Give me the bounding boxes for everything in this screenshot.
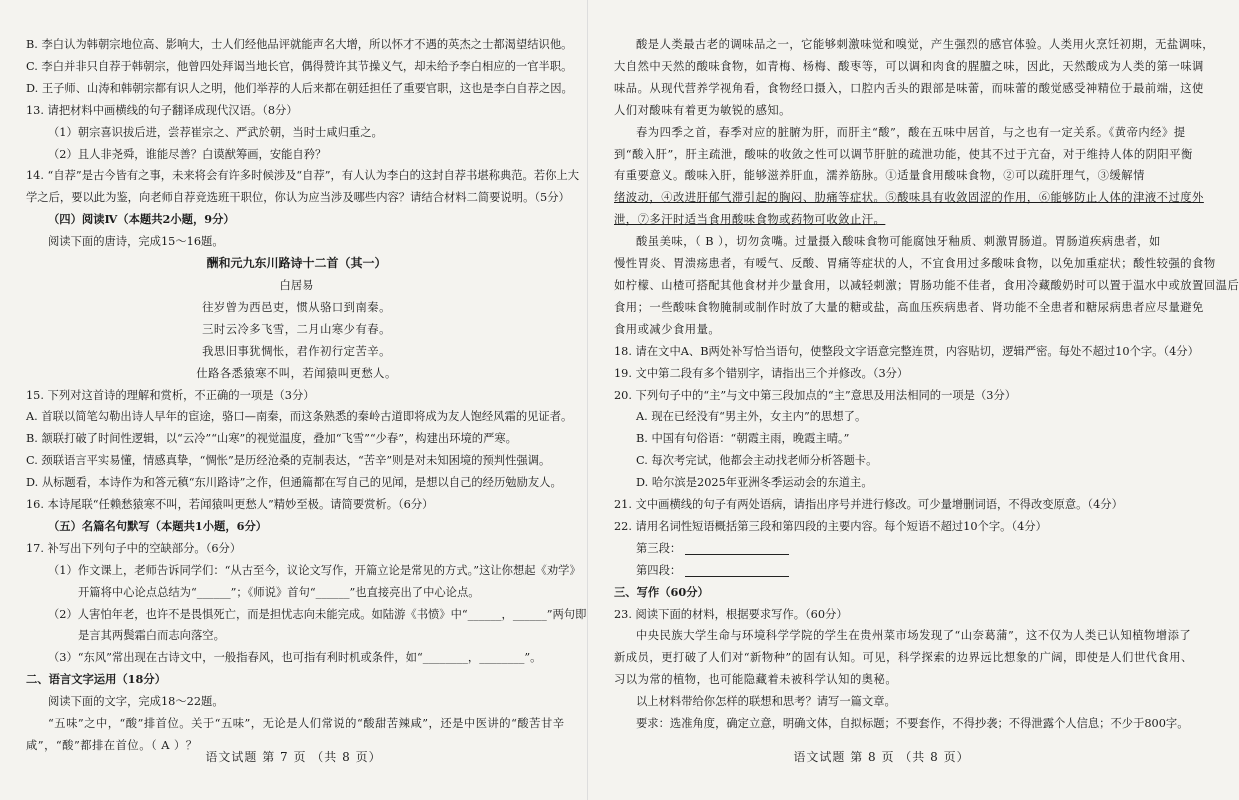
page-7 [0,0,588,800]
answer-line-paragraph-4 [614,560,1153,582]
text-line: B. 李白认为韩朝宗地位高、影响大，士人们经他品评就能声名大增，所以怀才不遇的英杰之士都渴望结识他。 [26,38,573,51]
question-13: 13. 请把材料中画横线的句子翻译成现代汉语。（8分） [26,103,298,117]
question-22: 22. 请用名词性短语概括第三段和第四段的主要内容。每个短语不超过10个字。（4分） [614,519,1047,533]
poem-line: 三时云冷多飞雪，二月山寒少有春。 [202,322,391,336]
poem-line: 我思旧事犹惆怅，君作初行定苦辛。 [202,344,391,358]
section-heading: 二、语言文字运用（18分） [26,672,166,687]
question-23: 23. 阅读下面的材料，根据要求写作。（60分） [614,607,848,621]
text-line: 食用或减少食用量。 [614,322,721,336]
answer-label: 第三段： [636,541,682,555]
poem-title: 酬和元九东川路诗十二首（其一） [206,256,387,271]
text-line: 慢性胃炎、胃溃疡患者，有嗳气、反酸、胃痛等症状的人，不宜食用过多酸味食物，以免加重症状；酸性较强的食物 [614,257,1216,271]
option-d: D. 从标题看，本诗作为和答元稹“东川路诗”之作，但通篇都在写自己的见闻，是想以自己的经历勉励友人。 [26,476,562,490]
option-d: D. 哈尔滨是2025年亚洲冬季运动会的东道主。 [636,476,873,490]
question-17: 17. 补写出下列句子中的空缺部分。（6分） [26,541,242,555]
answer-blank [685,542,789,555]
section-heading: （五）名篇名句默写（本题共1小题，6分） [48,518,268,533]
underlined-sentence: 绪波动，④改进肝郁气滞引起的胸闷、肋痛等症状。⑤酸味具有收敛固涩的作用，⑥能够防止人体的津液不过度外 [614,191,1204,205]
answer-label: 第四段： [636,563,682,577]
text-line: C. 李白并非只自荐于韩朝宗，他曾四处拜谒当地长官，偶得赞许其节操义气，却未给予李白相应的一官半职。 [26,59,573,73]
answer-blank [685,564,789,577]
page-8 [588,0,1239,800]
text-line: 学之后，要以此为鉴，向老师自荐竞选班干职位，你认为应当涉及哪些内容？请结合材料二简要说明。（5分） [26,191,570,205]
text-line: 春为四季之首，春季对应的脏腑为肝，而肝主“酸”，酸在五味中居首，与之也有一定关系。《黄帝内经》提 [636,125,1186,139]
text-line: 到“酸入肝”，肝主疏泄，酸味的收敛之性可以调节肝脏的疏泄功能，使其不过于亢奋，对于维持人体的阴阳平衡 [614,147,1193,161]
question-14: 14. “自荐”是古今皆有之事，未来将会有许多时候涉及“自荐”，有人认为李白的这封自荐书堪称典范。若你上大 [26,169,580,183]
text-line: 阅读下面的文字，完成18～22题。 [48,695,224,709]
text-line: 中央民族大学生命与环境科学学院的学生在贵州菜市场发现了“山奈葛蒲”，这不仅为人类已认知植物增添了 [636,629,1192,643]
option-c: C. 每次考完试，他都会主动找老师分析答题卡。 [636,454,878,468]
option-b: B. 颔联打破了时间性逻辑，以“云冷”“山寒”的视觉温度，叠加“飞雪”“少春”，构建出环境的严寒。 [26,432,517,446]
text-line: 以上材料带给你怎样的联想和思考？请写一篇文章。 [636,695,896,709]
section-heading: （四）阅读Ⅳ（本题共2小题，9分） [48,212,235,227]
option-a: A. 首联以简笔勾勒出诗人早年的宦途，骆口—南秦，而这条熟悉的秦岭古道即将成为友人饱经风霜的见证者。 [26,410,573,424]
option-a: A. 现在已经没有“男主外，女主内”的思想了。 [636,410,867,424]
text-line: 有重要意义。酸味入肝，能够滋养肝血，濡养筋脉。①适量食用酸味食物，②可以疏肝理气，③缓解情 [614,169,1145,183]
question-18: 18. 请在文中A、B两处补写恰当语句，使整段文字语意完整连贯，内容贴切，逻辑严密。每处不超过10个字。（4分） [614,344,1199,358]
question-19: 19. 文中第二段有多个错别字，请指出三个并修改。（3分） [614,366,909,380]
text-line: 酸是人类最古老的调味品之一，它能够刺激味觉和嗅觉，产生强烈的感官体验。人类用火烹饪初期，无盐调味， [636,38,1215,51]
option-b: B. 中国有句俗语：“朝霞主雨，晚霞主晴。” [636,432,850,446]
poem-line: 仕路各悉猿寒不叫，若闻猿叫更愁人。 [196,366,397,380]
question-15: 15. 下列对这首诗的理解和赏析，不正确的一项是（3分） [26,388,315,402]
text-line: （3）“东风”常出现在古诗文中，一般指春风，也可指有利时机或条件，如“________，________”。 [48,651,542,665]
question-20: 20. 下列句子中的“主”与文中第三段加点的“主”意思及用法相同的一项是（3分） [614,388,1017,402]
poem-author: 白居易 [279,278,314,292]
answer-line-paragraph-3 [614,538,1153,560]
text-line: 开篇将中心论点总结为“______”；《师说》首句“______”也直接亮出了中心论点。 [78,585,480,599]
text-line: 新成员，更打破了人们对“新物种”的固有认知。可见，科学探索的边界远比想象的广阔，即使是人们世代食用、 [614,651,1193,665]
section-heading: 三、写作（60分） [614,584,709,599]
option-c: C. 颈联语言平实易懂，情感真挚，“惆怅”是历经沧桑的克制表达，“苦辛”则是对未知困境的预判性强调。 [26,454,551,468]
text-line: 阅读下面的唐诗，完成15～16题。 [48,235,224,249]
text-line: 大自然中天然的酸味食物，如青梅、杨梅、酸枣等，可以调和肉食的腥膻之味，因此，天然酸成为人类的第一味调 [614,59,1204,73]
question-16: 16. 本诗尾联“任赖愁猿寒不叫，若闻猿叫更愁人”精妙至极。请简要赏析。（6分） [26,498,434,512]
underlined-sentence: 泄，⑦多汗时适当食用酸味食物或药物可收敛止汗。 [614,213,886,227]
text-line: （2）且人非尧舜，谁能尽善？白谟猷筹画，安能自矜？ [48,147,327,161]
text-line: D. 王子师、山涛和韩朝宗都有识人之明，他们举荐的人后来都在朝廷担任了重要官职，这也是李白自荐之因。 [26,81,573,95]
text-line: （1）朝宗喜识拔后进，尝荐崔宗之、严武於朝，当时士咸归重之。 [48,125,383,139]
text-line: 酸虽美味，（ B ），切勿贪嘴。过量摄入酸味食物可能腐蚀牙釉质、刺激胃肠道。胃肠道疾病患者，如 [636,235,1161,249]
page-footer: 语文试题 第 8 页 （共 8 页） [793,750,970,764]
text-line: 要求：选准角度，确定立意，明确文体，自拟标题；不要套作，不得抄袭；不得泄露个人信息；不少于800字。 [636,717,1189,731]
text-line: 咸”，“酸”都排在首位。（ A ）？ [26,739,198,752]
text-line: 味品。从现代营养学视角看，食物经口摄入，口腔内舌头的跟部是味蕾，而味蕾的酸觉感受神精位于最前端，这使 [614,81,1204,95]
question-21: 21. 文中画横线的句子有两处语病，请指出序号并进行修改。可少量增删词语，不得改变原意。（4分） [614,498,1123,512]
text-line: 食用；一些酸味食物腌制或制作时放了大量的糖或盐，高血压疾病患者、肾功能不全患者和糖尿病患者应尽量避免 [614,300,1204,314]
text-line: 习以为常的植物，也可能隐藏着未被科学认知的奥秘。 [614,673,898,687]
page-footer: 语文试题 第 7 页 （共 8 页） [205,750,382,764]
text-line: 是言其两鬓霜白而志向落空。 [78,629,225,643]
text-line: （2）人害怕年老，也许不是畏惧死亡，而是担忧志向未能完成。如陆游《书愤》中“______，______”两句即 [48,607,587,621]
text-line: 如柠檬、山楂可搭配其他食材并少量食用，以减轻刺激；胃肠功能不佳者，食用冷藏酸奶时可以置于温水中或放置回温后 [614,278,1239,292]
poem-line: 往岁曾为西邑吏，惯从骆口到南秦。 [202,300,391,314]
text-line: “五味”之中，“酸”排首位。关于“五味”，无论是人们常说的“酸甜苦辣咸”，还是中医讲的“酸苦甘辛 [48,717,565,731]
text-line: （1）作文课上，老师告诉同学们：“从古至今，议论文写作，开篇立论是常见的方式。”这让你想起《劝学》 [48,563,581,577]
text-line: 人们对酸味有着更为敏锐的感知。 [614,103,791,117]
